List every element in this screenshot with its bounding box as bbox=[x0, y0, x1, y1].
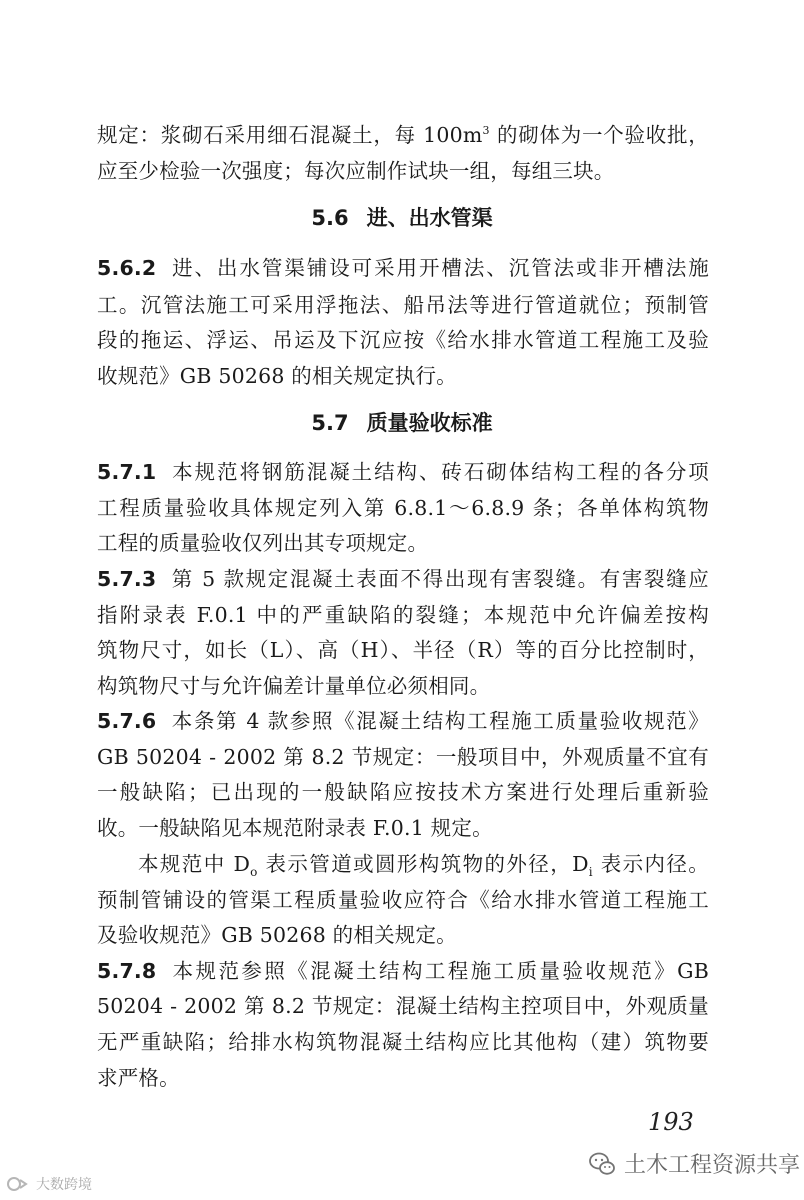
clause-number: 5.7.3 bbox=[97, 567, 157, 591]
text-fragment: 表示管道或圆形构筑物的外径，D bbox=[257, 852, 589, 876]
clause-5-7-3-line bbox=[97, 564, 709, 594]
text-fragment: 第 5 款规定混凝土表面不得出现有害裂缝。有害裂缝应 bbox=[170, 567, 709, 591]
superscript: 3 bbox=[482, 124, 490, 138]
section-heading-5-6 bbox=[0, 203, 804, 233]
text-line: 工。沉管法施工可采用浮拖法、船吊法等进行管道就位；预制管 bbox=[97, 293, 709, 317]
text-fragment: 表示内径。 bbox=[592, 852, 710, 876]
text-line bbox=[97, 849, 709, 879]
section-title: 进、出水管渠 bbox=[366, 206, 493, 230]
section-heading-5-7 bbox=[0, 408, 804, 438]
text-fragment: 本规范中 D bbox=[138, 852, 251, 876]
text-line: 段的拖运、浮运、吊运及下沉应按《给水排水管道工程施工及验 bbox=[97, 328, 709, 352]
text-line: 一般缺陷；已出现的一般缺陷应按技术方案进行处理后重新验 bbox=[97, 780, 709, 804]
text-fragment: 本规范参照《混凝土结构工程施工质量验收规范》GB bbox=[170, 959, 709, 983]
text-line: 指附录表 F.0.1 中的严重缺陷的裂缝；本规范中允许偏差按构 bbox=[97, 603, 709, 627]
text-line: 工程质量验收具体规定列入第 6.8.1～6.8.9 条；各单体构筑物 bbox=[97, 496, 709, 520]
text-line: 构筑物尺寸与允许偏差计量单位必须相同。 bbox=[97, 674, 491, 698]
text-line: 50204 - 2002 第 8.2 节规定：混凝土结构主控项目中，外观质量 bbox=[97, 994, 709, 1018]
watermark-right-text: 土木工程资源共享 bbox=[624, 1153, 801, 1178]
text-fragment: 进、出水管渠铺设可采用开槽法、沉管法或非开槽法施 bbox=[170, 256, 709, 280]
clause-5-7-6-line bbox=[97, 706, 709, 736]
text-line: 工程的质量验收仅列出其专项规定。 bbox=[97, 531, 429, 555]
section-title: 质量验收标准 bbox=[366, 411, 493, 435]
text-line: 应至少检验一次强度；每次应制作试块一组，每组三块。 bbox=[97, 159, 615, 183]
text-line: 无严重缺陷；给排水构筑物混凝土结构应比其他构（建）筑物要 bbox=[97, 1030, 709, 1054]
subscript: i bbox=[588, 865, 593, 880]
text-line: 求严格。 bbox=[97, 1066, 180, 1090]
clause-number: 5.7.6 bbox=[97, 709, 157, 733]
text-line: 筑物尺寸，如长（L）、高（H）、半径（R）等的百分比控制时， bbox=[97, 638, 709, 662]
wechat-icon bbox=[588, 1151, 616, 1177]
subscript: o bbox=[250, 865, 258, 880]
text-line bbox=[97, 120, 709, 150]
logo-icon bbox=[6, 1176, 32, 1192]
clause-5-7-8-line bbox=[97, 956, 709, 986]
text-fragment: 本规范将钢筋混凝土结构、砖石砌体结构工程的各分项 bbox=[170, 460, 709, 484]
section-number: 5.7 bbox=[311, 411, 349, 435]
clause-5-6-2-line bbox=[97, 253, 709, 283]
clause-number: 5.6.2 bbox=[97, 256, 157, 280]
watermark-left bbox=[6, 1174, 92, 1194]
text-line: GB 50204 - 2002 第 8.2 节规定：一般项目中，外观质量不宜有 bbox=[97, 745, 709, 769]
text-line: 收规范》GB 50268 的相关规定执行。 bbox=[97, 364, 457, 388]
clause-number: 5.7.1 bbox=[97, 460, 157, 484]
text-fragment: 规定：浆砌石采用细石混凝土，每 100m bbox=[97, 123, 483, 147]
watermark-right bbox=[588, 1148, 800, 1179]
clause-number: 5.7.8 bbox=[97, 959, 157, 983]
text-line: 预制管铺设的管渠工程质量验收应符合《给水排水管道工程施工 bbox=[97, 888, 709, 912]
watermark-left-text: 大数跨境 bbox=[36, 1177, 92, 1193]
text-line: 收。一般缺陷见本规范附录表 F.0.1 规定。 bbox=[97, 816, 493, 840]
text-fragment: 的砌体为一个验收批， bbox=[489, 123, 709, 147]
page-number: 193 bbox=[648, 1108, 694, 1136]
section-number: 5.6 bbox=[311, 206, 349, 230]
clause-5-7-1-line bbox=[97, 457, 709, 487]
text-fragment: 本条第 4 款参照《混凝土结构工程施工质量验收规范》 bbox=[170, 709, 709, 733]
text-line: 及验收规范》GB 50268 的相关规定。 bbox=[97, 923, 457, 947]
